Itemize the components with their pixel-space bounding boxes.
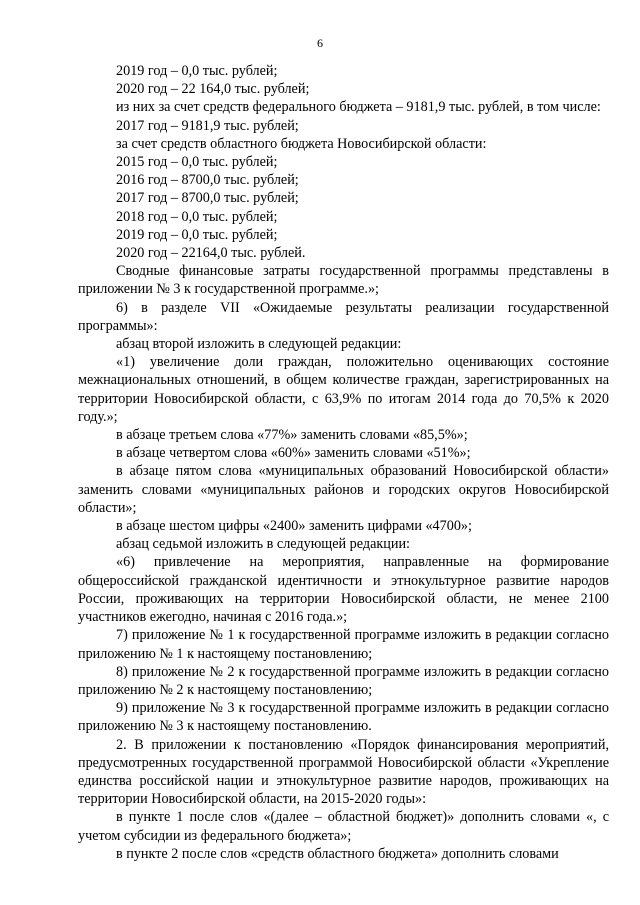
paragraph: 2017 год – 9181,9 тыс. рублей; [116, 117, 299, 134]
paragraph: в абзаце третьем слова «77%» заменить словами «85,5%»; [116, 427, 468, 444]
paragraph: Сводные финансовые затраты государственной программы представлены в приложении № 3 к государственной программе.»; [78, 263, 609, 298]
paragraph: 2019 год – 0,0 тыс. рублей; [116, 226, 278, 243]
paragraph: за счет средств областного бюджета Новосибирской области: [116, 135, 487, 152]
paragraph: 2016 год – 8700,0 тыс. рублей; [116, 172, 299, 189]
paragraph: в абзаце пятом слова «муниципальных образований Новосибирской области» заменить словами «муниципальных районов и городских округов Новосибирской области»; [78, 463, 609, 516]
paragraph: 2020 год – 22 164,0 тыс. рублей; [116, 81, 310, 98]
paragraph: в абзаце четвертом слова «60%» заменить словами «51%»; [116, 445, 471, 462]
paragraph: в пункте 2 после слов «средств областного бюджета» дополнить словами [116, 845, 559, 862]
paragraph: 8) приложение № 2 к государственной программе изложить в редакции согласно приложению № 2 к настоящему постановлению; [78, 663, 609, 698]
paragraph: 2018 год – 0,0 тыс. рублей; [116, 208, 278, 225]
document-body [78, 62, 609, 863]
paragraph: 2017 год – 8700,0 тыс. рублей; [116, 190, 299, 207]
paragraph: 2020 год – 22164,0 тыс. рублей. [116, 245, 306, 262]
paragraph: 9) приложение № 3 к государственной программе изложить в редакции согласно приложению № 3 к настоящему постановлению. [78, 700, 609, 735]
paragraph: 6) в разделе VII «Ожидаемые результаты реализации государственной программы»: [78, 299, 609, 334]
paragraph: 2. В приложении к постановлению «Порядок финансирования мероприятий, предусмотренных государственной программой Новосибирской области «Укрепление единства российской нации и этнокультурное развитие народов, проживающих на территории Новосибирской области, на 2015-2020 годы»: [78, 736, 609, 808]
page-number: 6 [317, 36, 323, 50]
paragraph: в абзаце шестом цифры «2400» заменить цифрами «4700»; [116, 518, 472, 535]
paragraph: в пункте 1 после слов «(далее – областной бюджет)» дополнить словами «, с учетом субсидии из федерального бюджета»; [78, 809, 609, 844]
paragraph: абзац седьмой изложить в следующей редакции: [116, 536, 411, 553]
paragraph: 7) приложение № 1 к государственной программе изложить в редакции согласно приложению № 1 к настоящему постановлению; [78, 627, 609, 662]
paragraph: «1) увеличение доли граждан, положительно оценивающих состояние межнациональных отношений, в общем количестве граждан, зарегистрированных на территории Новосибирской области, с 63,9% по итогам 2014 года до 70,5% к 2020 году.»; [78, 354, 609, 425]
paragraph: 2015 год – 0,0 тыс. рублей; [116, 154, 278, 171]
paragraph: 2019 год – 0,0 тыс. рублей; [116, 63, 278, 79]
paragraph: из них за счет средств федерального бюджета – 9181,9 тыс. рублей, в том числе: [116, 99, 601, 116]
paragraph: абзац второй изложить в следующей редакции: [116, 336, 402, 353]
paragraph: «6) привлечение на мероприятия, направленные на формирование общероссийской гражданской идентичности и этнокультурное развитие народов России, проживающих на территории Новосибирской области, не менее 2100 участников ежегодно, начиная с 2016 года.»; [78, 554, 609, 626]
